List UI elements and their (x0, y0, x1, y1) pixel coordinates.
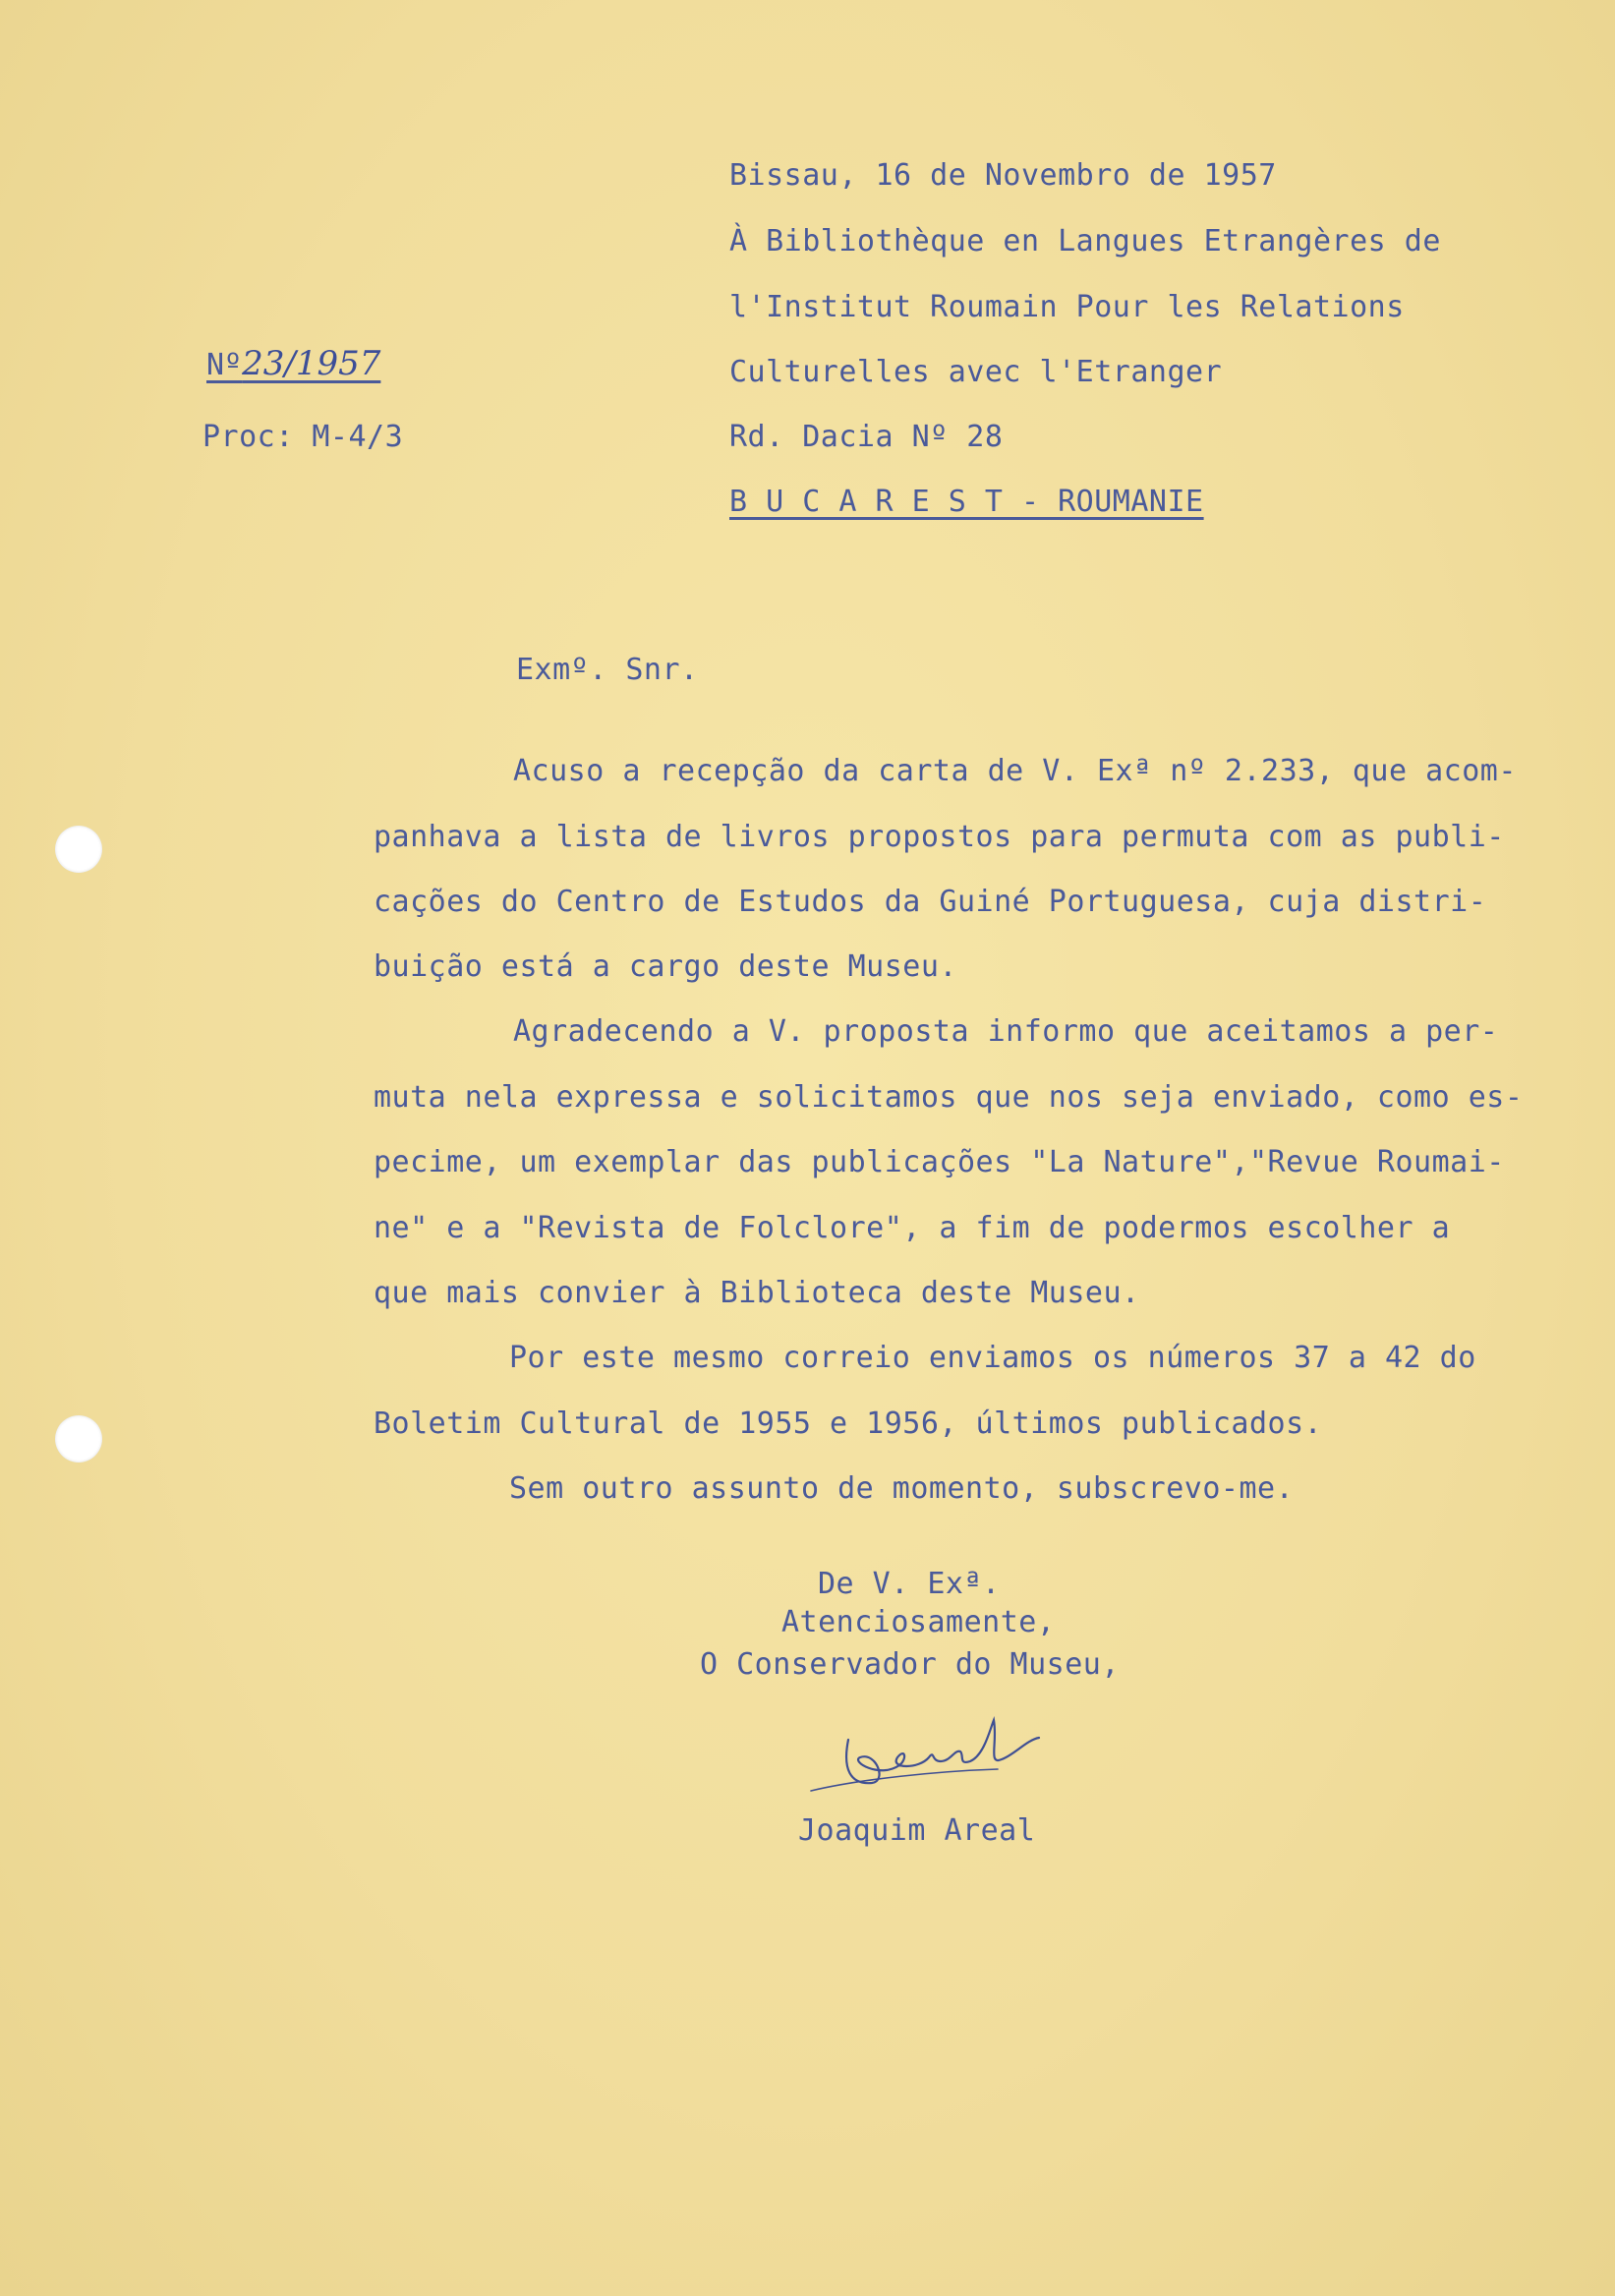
reference-prefix: Nº (206, 348, 243, 382)
closing-line-3: O Conservador do Museu, (700, 1647, 1120, 1682)
address-line-3: Culturelles avec l'Etranger (729, 355, 1223, 389)
punch-hole-top (55, 826, 102, 873)
body-line-4: buição está a cargo deste Museu. (374, 949, 957, 984)
body-line-12: Sem outro assunto de momento, subscrevo-me. (509, 1471, 1295, 1506)
signature-mark (791, 1700, 1057, 1808)
body-line-7: pecime, um exemplar das publicações "La Nature","Revue Roumai- (374, 1145, 1505, 1179)
body-line-1: Acuso a recepção da carta de V. Exª nº 2.233, que acom- (513, 754, 1517, 788)
punch-hole-bottom (55, 1415, 102, 1463)
body-line-8: ne" e a "Revista de Folclore", a fim de podermos escolher a (374, 1211, 1451, 1245)
proc-reference: Proc: M-4/3 (202, 420, 404, 454)
address-line-city: B U C A R E S T - ROUMANIE (729, 485, 1204, 519)
address-line-1: À Bibliothèque en Langues Etrangères de (729, 224, 1441, 258)
body-line-9: que mais convier à Biblioteca deste Museu. (374, 1276, 1140, 1310)
body-line-2: panhava a lista de livros propostos para permuta com as publi- (374, 820, 1505, 854)
address-line-2: l'Institut Roumain Pour les Relations (729, 290, 1405, 324)
reference-number (206, 344, 380, 383)
salutation: Exmº. Snr. (516, 653, 699, 687)
reference-handwritten-number: 23/1957 (242, 344, 381, 383)
body-line-10: Por este mesmo correio enviamos os números 37 a 42 do (509, 1341, 1476, 1375)
signer-name: Joaquim Areal (798, 1813, 1036, 1848)
closing-line-1: De V. Exª. (818, 1567, 1001, 1601)
body-line-3: cações do Centro de Estudos da Guiné Portuguesa, cuja distri- (374, 885, 1487, 919)
body-line-5: Agradecendo a V. proposta informo que aceitamos a per- (513, 1014, 1499, 1049)
address-line-4: Rd. Dacia Nº 28 (729, 420, 1004, 454)
closing-line-2: Atenciosamente, (781, 1605, 1056, 1639)
body-line-11: Boletim Cultural de 1955 e 1956, últimos publicados. (374, 1406, 1323, 1441)
place-date: Bissau, 16 de Novembro de 1957 (729, 158, 1277, 193)
body-line-6: muta nela expressa e solicitamos que nos seja enviado, como es- (374, 1080, 1524, 1115)
